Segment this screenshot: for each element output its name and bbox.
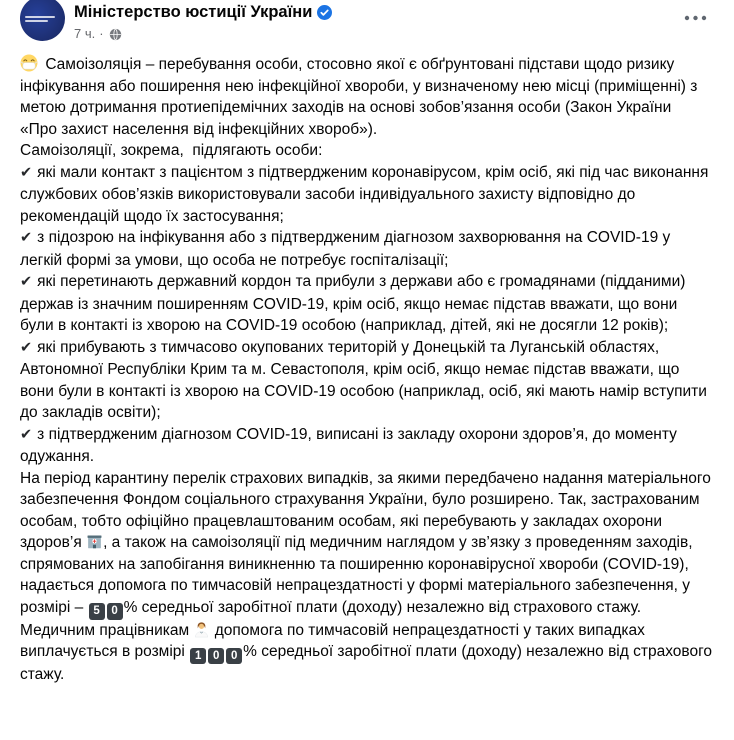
- list-intro: Самоізоляції, зокрема, підлягають особи:: [20, 142, 323, 159]
- health-worker-emoji: [193, 622, 210, 639]
- keycap-digit-0: 0: [107, 603, 123, 620]
- meta-dot: ·: [99, 26, 104, 41]
- list-item: ✔ з підозрою на інфікування або з підтвердженим діагнозом захворювання на COVID-19 у легкій формі за умови, що особа не потребує госпіталізації;: [20, 229, 671, 269]
- keycap-digit-0: 0: [226, 648, 242, 665]
- post-meta: [74, 26, 712, 42]
- checkmark-icon: ✔: [20, 164, 33, 181]
- list-item: ✔ з підтвердженим діагнозом COVID-19, виписані із закладу охорони здоров’я, до моменту одужання.: [20, 425, 677, 465]
- closing-paragraph: На період карантину перелік страхових випадків, за якими передбачено надання матеріального забезпечення Фондом соціального страхування України, було розширено. Так, застрахованим особам, тобто офіційно працевлаштованим особам, які перебувають у закладах охорони здоров’я , а також на самоізоляції під медичним наглядом у зв’язку з проведенням заходів, спрямованих на запобігання виникненню та поширенню коронавірусної хвороби (COVID-19), надається допомога по тимчасовій непрацездатності у формі матеріального забезпечення, у розмірі – 5 0 % середньої заробітної плати (доходу) незалежно від страхового стажу. Медичним працівникам допомога по тимчасовій непрацездатності у таких випадках виплачується в розмірі 1 0 0 % середньої заробітної плати (доходу) незалежно від страхового стажу.: [20, 469, 713, 683]
- header-text: [74, 0, 712, 42]
- more-options-button[interactable]: [681, 8, 710, 28]
- page-avatar[interactable]: [20, 0, 65, 41]
- checkmark-icon: ✔: [20, 339, 33, 356]
- intro-text: Самоізоляція – перебування особи, стосовно якої є обґрунтовані підстави щодо ризику інфікування або поширення нею інфекційної хвороби, у визначеному нею місці (приміщенні) з метою дотримання протиепідемічних заходів на основі зобов’язання особи (Закон України «Про захист населення від інфекційних хвороб»).: [20, 56, 698, 138]
- hospital-emoji: [86, 534, 103, 551]
- post-header: [0, 0, 734, 46]
- checkmark-icon: ✔: [20, 426, 33, 443]
- checkmark-icon: ✔: [20, 230, 33, 246]
- keycap-digit-0: 0: [208, 648, 224, 665]
- globe-icon: [108, 28, 122, 41]
- verified-badge-icon: [317, 5, 332, 20]
- list-item: ✔ які прибувають з тимчасово окупованих територій у Донецькій та Луганській областях, Автономної Республіки Крим та м. Севастополя, крім осіб, якщо немає підстав вважати, що вони були в контакті із хворою на COVID-19 особою (наприклад, осіб, які мають намір вступити до закладів освіти);: [20, 338, 707, 421]
- mask-face-emoji: [20, 56, 45, 73]
- list-item: ✔ які перетинають державний кордон та прибули з держави або є громадянами (підданими) держав із значним поширенням COVID-19, крім осіб, якщо немає підстав вважати, що вони були в контакті із хворою на COVID-19 особою (наприклад, дітей, які не досягли 12 років);: [20, 273, 686, 334]
- keycap-digit-1: 1: [190, 648, 206, 665]
- post-body: [0, 46, 734, 686]
- post-timestamp[interactable]: 7 ч.: [74, 26, 96, 41]
- intro-paragraph: [20, 54, 712, 140]
- list-item: ✔ які мали контакт з пацієнтом з підтвердженим коронавірусом, крім осіб, які під час виконання службових обов’язків використовували засоби індивідуального захисту відповідно до рекомендацій щодо їх застосування;: [20, 163, 709, 225]
- ministry-logo: [25, 14, 55, 24]
- page-name-link[interactable]: Міністерство юстиції України: [74, 3, 313, 21]
- checkmark-icon: ✔: [20, 274, 33, 290]
- keycap-digit-5: 5: [89, 603, 105, 620]
- self-isolation-list: [20, 162, 712, 468]
